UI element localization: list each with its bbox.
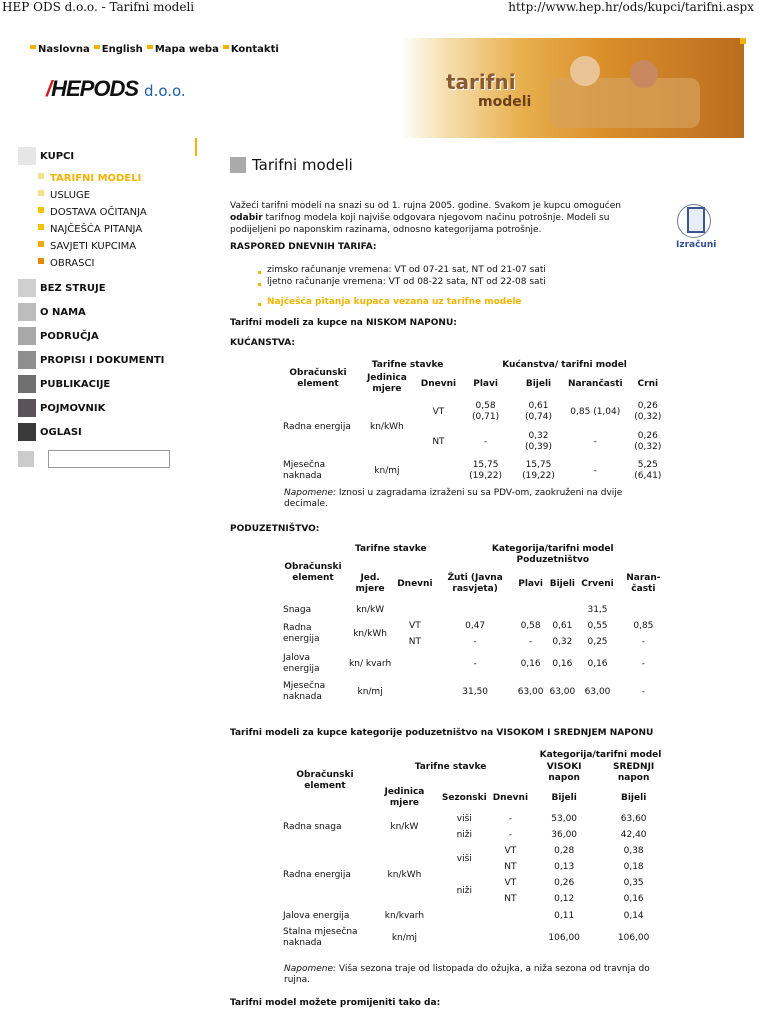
- visok-table: Obračunski element Tarifne stavke Kategorija/tarifni model VISOKI napon SREDNJI napon Jedinica mjere Sezonski Dnevni Bijeli Bijeli Radna snaga kn/kW viši - 53,00 63,60 niži - 36,00 42,40 Radna energija kn/kWh viši VT 0,28 0,38 NT 0,13 0,18 niži VT 0,26 0,35 NT 0,12 0,16 Jalova energija kn/kvarh 0,11 0,14 Stalna mjesečna naknada kn/mj 106,00 106,00: [280, 750, 670, 951]
- page-url: http://www.hep.hr/ods/kupci/tarifni.aspx: [508, 0, 754, 14]
- sidebar-sub-usluge[interactable]: USLUGE: [18, 187, 178, 204]
- visok-note: Napomene: Viša sezona traje od listopada do ožujka, a niža sezona od travnja do rujna.: [284, 964, 650, 985]
- table-row: niži - 36,00 42,40: [456, 829, 647, 840]
- accent-square: [740, 38, 746, 44]
- table-row: Snaga kn/kW 31,5: [283, 604, 608, 615]
- section-nizak: Tarifni modeli za kupce na NISKOM NAPONU:: [230, 318, 457, 328]
- sidebar-item-publikacije[interactable]: PUBLIKACIJE: [18, 374, 178, 394]
- nav-kontakti[interactable]: Kontakti: [223, 44, 279, 55]
- section-visok: Tarifni modeli za kupce kategorije poduzetništvo na VISOKOM I SREDNJEM NAPONU: [230, 728, 654, 738]
- list-item: zimsko računanje vremena: VT od 07-21 sat, NT od 21-07 sati: [258, 264, 546, 276]
- table-row: Stalna mjesečna naknada kn/mj 106,00 106,00: [283, 927, 650, 948]
- sidebar-item-pojmovnik[interactable]: POJMOVNIK: [18, 398, 178, 418]
- intro-text: Važeći tarifni modeli na snazi su od 1. rujna 2005. godine. Svakom je kupcu omogućen odabir tarifnog modela koji najviše odgovara njegovom načinu potrošnje. Modeli su podijeljeni po naponskim razinama, odnosno kategorijama potrošnje.: [230, 201, 621, 235]
- sidebar-item-kupci[interactable]: KUPCI: [18, 146, 178, 166]
- table-row: Jalova energija kn/ kvarh - 0,16 0,16 0,16 -: [283, 653, 645, 674]
- search-box: [18, 450, 170, 468]
- faq-link-row: [258, 296, 522, 308]
- sidebar-item-oglasi[interactable]: OGLASI: [18, 422, 178, 442]
- sidebar-sub-pitanja[interactable]: NAJČEŠĆA PITANJA: [18, 221, 178, 238]
- table-row: NT 0,13 0,18: [504, 861, 644, 872]
- calculator-icon: [677, 204, 711, 238]
- sidebar-sub-tarifni-modeli[interactable]: TARIFNI MODELI: [18, 170, 178, 187]
- sidebar-item-podrucja[interactable]: PODRUČJA: [18, 326, 178, 346]
- section-kucanstva: KUĆANSTVA:: [230, 338, 295, 348]
- list-item: ljetno računanje vremena: VT od 08-22 sata, NT od 22-08 sati: [258, 276, 546, 288]
- table-row: Jalova energija kn/kvarh 0,11 0,14: [283, 910, 644, 921]
- accent-bar: [195, 138, 197, 156]
- document-icon: [18, 451, 34, 467]
- search-input[interactable]: [48, 450, 170, 468]
- poduzetnistvo-table: Obračunski element Tarifne stavke Kategorija/tarifni model Poduzetništvo Jed. mjere Dnevni Žuti (Javna rasvjeta) Plavi Bijeli Crveni Naran- časti Snaga kn/kW 31,5 Radna energija kn/kWh VT 0,47 0,58 0,61 0,55 0,85 NT - - 0,32 0,25 - Jalova energija kn/ kvarh - 0,16 0,16 0,16 - Mjesečna naknada kn/mj 31,50 63,00 63,00 63,00 -: [280, 544, 670, 706]
- table-row: NT - - 0,32 0,25 -: [408, 636, 645, 647]
- sidebar-item-bez-struje[interactable]: BEZ STRUJE: [18, 278, 178, 298]
- table-row: niži VT 0,26 0,35: [456, 877, 644, 896]
- logo[interactable]: /HEPODS d.o.o.: [46, 76, 186, 101]
- nav-english[interactable]: English: [94, 44, 143, 55]
- bullet-icon: [147, 45, 153, 49]
- table-row: Mjesečna naknada kn/mj 15,75 (19,22) 15,75 (19,22) - 5,25 (6,41): [283, 460, 662, 481]
- table-row: Radna energija kn/kWh viši VT 0,28 0,38: [283, 845, 644, 880]
- sidebar-sub-savjeti[interactable]: SAVJETI KUPCIMA: [18, 238, 178, 255]
- section-poduzetnistvo: PODUZETNIŠTVO:: [230, 524, 320, 534]
- top-navigation: [30, 44, 279, 55]
- change-title: Tarifni model možete promijeniti tako da:: [230, 998, 441, 1008]
- table-row: Radna energija kn/kWh VT 0,58 (0,71) 0,61 (0,74) 0,85 (1,04) 0,26 (0,32): [283, 401, 662, 432]
- sidebar-item-o-nama[interactable]: O NAMA: [18, 302, 178, 322]
- calculator-button[interactable]: Izračuni: [676, 204, 712, 250]
- header-banner: tarifni modeli: [400, 38, 744, 138]
- nav-naslovna[interactable]: Naslovna: [30, 44, 90, 55]
- table-row: Radna snaga kn/kW viši - 53,00 63,60: [283, 813, 647, 832]
- nav-mapa-weba[interactable]: Mapa weba: [147, 44, 219, 55]
- sidebar-item-propisi[interactable]: PROPISI I DOKUMENTI: [18, 350, 178, 370]
- kucanstva-note: Napomene: Iznosi u zagradama izraženi su sa PDV-om, zaokruženi na dvije decimale.: [284, 488, 623, 509]
- schedule-title: RASPORED DNEVNIH TARIFA:: [230, 242, 377, 252]
- faq-link[interactable]: Najčešća pitanja kupaca vezana uz tarifne modele: [267, 297, 522, 307]
- schedule-list: [258, 264, 546, 288]
- table-row: Radna energija kn/kWh VT 0,47 0,58 0,61 0,55 0,85: [283, 620, 654, 644]
- content: [230, 156, 670, 174]
- table-row: NT - 0,32 (0,39) - 0,26 (0,32): [432, 431, 662, 452]
- sidebar-sub-obrasci[interactable]: OBRASCI: [18, 255, 178, 272]
- page-title: Tarifni modeli: [230, 156, 670, 174]
- bullet-icon: [94, 45, 100, 49]
- sidebar-sub-dostava[interactable]: DOSTAVA OČITANJA: [18, 204, 178, 221]
- sidebar: [18, 146, 178, 446]
- table-row: Mjesečna naknada kn/mj 31,50 63,00 63,00 63,00 -: [283, 681, 645, 702]
- bullet-icon: [30, 45, 36, 49]
- bullet-icon: [223, 45, 229, 49]
- window-title: HEP ODS d.o.o. - Tarifni modeli: [2, 0, 195, 14]
- table-row: NT 0,12 0,16: [504, 893, 644, 904]
- kucanstva-table: Obračunski element Tarifne stavke Kućanstva/ tarifni model Jedinica mjere Dnevni Plavi Bijeli Narančasti Crni Radna energija kn/kWh VT 0,58 (0,71) 0,61 (0,74) 0,85 (1,04) 0,26 (0,32) NT - 0,32 (0,39) - 0,26 (0,32) Mjesečna naknada kn/mj 15,75 (19,22) 15,75 (19,22) - 5,25 (6,41): [280, 360, 670, 485]
